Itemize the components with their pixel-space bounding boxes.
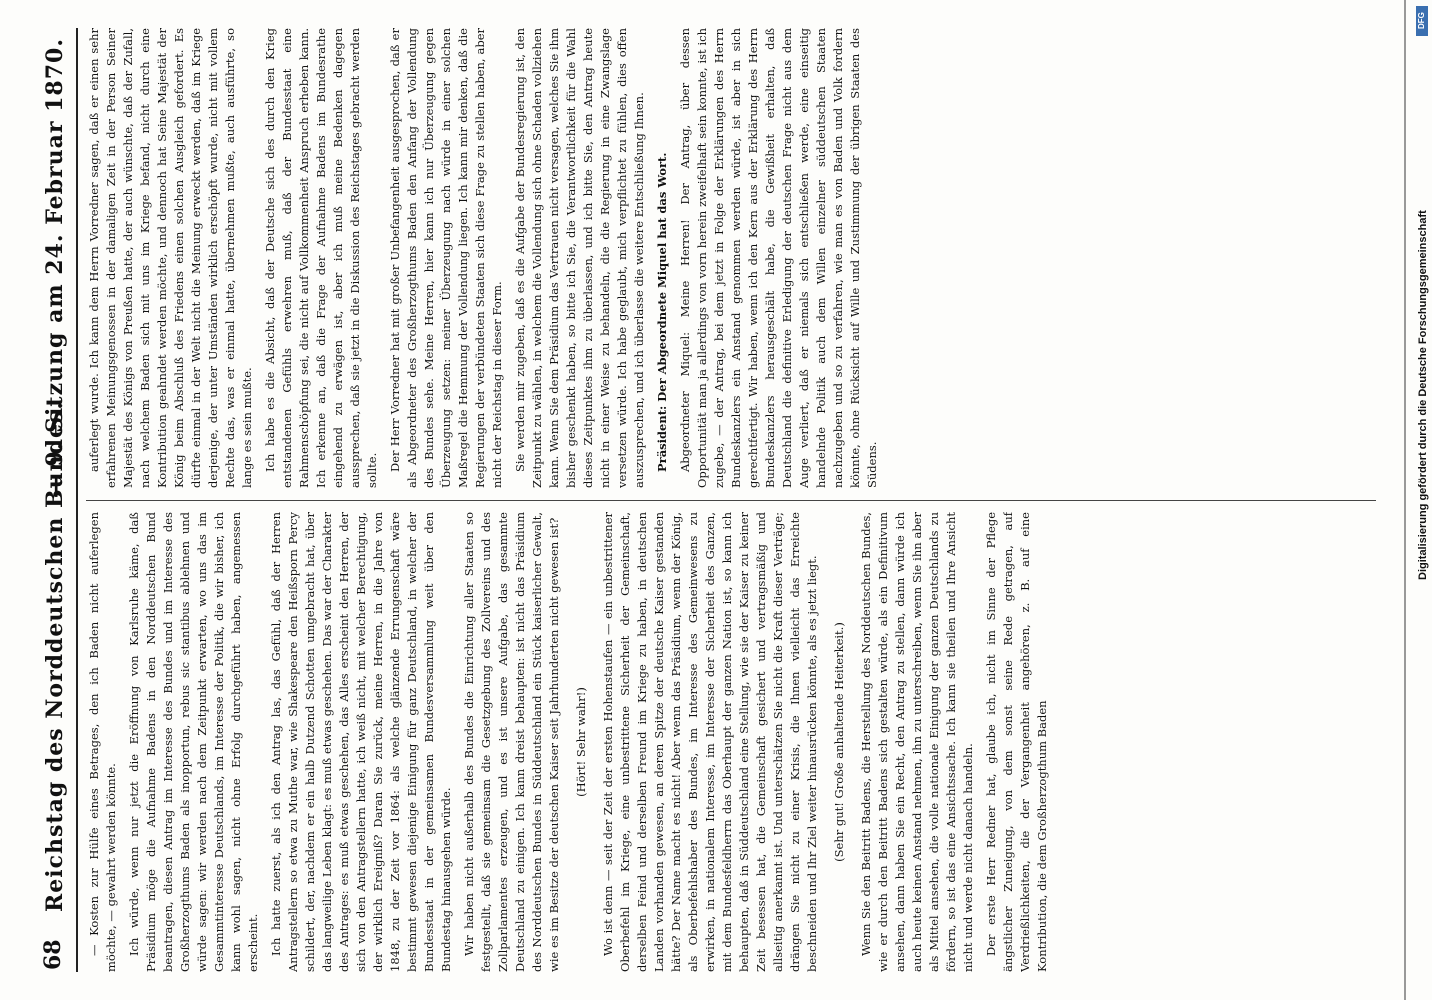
paragraph: Ich habe es die Absicht, daß der Deutsche sich des durch den Krieg entstandenen Gefühls erwehren muß, daß der Bundesstaat eine Rahmenschöpfung sei, die nicht auf Vollkommenheit Anspruch erheben kann. Ich erkenne an, daß die Frage der Aufnahme Badens im Bundesrathe eingehend zu erwägen ist, aber ich muß meine Bedenken dagegen aussprechen, daß sie jetzt in die Diskussion des Reichstages gebracht werden sollte. [263,28,379,488]
page-number: 68 [40,939,66,970]
paragraph: Sie werden mir zugeben, daß es die Aufgabe der Bundesregierung ist, den Zeitpunkt zu wählen, in welchem die Vollendung sich ohne Schaden vollziehen kann. Wenn Sie dem Präsidium das Vertrauen nicht versagen, welches Sie ihm bisher geschenkt haben, so bitte ich Sie, die Verantwortlichkeit für die Wahl dieses Zeitpunktes ihm zu überlassen, und ich bitte Sie, den Antrag heute nicht in einer Weise zu behandeln, die die Regierung in eine Zwangslage versetzen würde. Ich habe geglaubt, mich verpflichtet zu fühlen, dies offen auszusprechen, und ich überlasse die weitere Entschließung Ihnen. [513,28,646,488]
paragraph: Ich hatte zuerst, als ich den Antrag las, das Gefühl, daß der Herren Antragstellern so etwa zu Muthe war, wie Shakespeare den Heißsporn Percy schildert, der, nachdem er ein halb Dutzend Schotten umgebracht hat, über das langweilige Leben klagt: es muß etwas geschehen. Das war der Charakter des Antrages: es muß etwas geschehen, das Alles erscheint den Herren, der sich von den Antragstellern hatte, ich weiß nicht, mit welcher Berechtigung, der wirklich Ereigniß? Daran Sie zurück, meine Herren, in die Jahre von 1848, zu der Zeit vor 1864: als welche glänzende Errungenschaft wäre bestimmt gewesen diejenige Einigung für ganz Deutschland, in welcher der Bundesstaat in der gemeinsamen Bundesversammlung weit über den Bundestag hinausgehen würde. [269,512,453,972]
column-divider [86,500,1376,501]
paragraph: Der Herr Vorredner hat mit großer Unbefangenheit ausgesprochen, daß er als Abgeordneter des Großherzogthums Baden den Anfang der Vollendung des Bundes sehe. Meine Herren, hier kann ich nur Überzeugung gegen Überzeugung setzen: meiner Überzeugung nach würde in einer solchen Maßregel die Hemmung der Vollendung liegen. Ich kann mir denken, daß die Regierungen der verbündeten Staaten sich diese Frage zu stellen haben, aber nicht der Reichstag in dieser Form. [388,28,504,488]
page-header [40,28,78,972]
paragraph: Wo ist denn — seit der Zeit der ersten Hohenstaufen — ein unbestrittener Oberbefehl im Kriege, eine unbestrittene Sicherheit der Gemeinschaft, derselben Feind und derselben Freund im Kriege zu haben, in deutschen Landen vorhanden gewesen, an deren Spitze der deutsche Kaiser gestanden hätte? Der Name macht es nicht! Aber wenn das Präsidium, wenn der König, als Oberbefehlshaber des Bundes, im Interesse des Gemeinwesens zu erwirken, in nationalem Interesse, im Interesse der Sicherheit des Ganzen, mit dem Bundesfeldherrn das Oberhaupt der ganzen Nation ist, so kann ich behaupten, daß in Süddeutschland eine Stellung, wie sie der Kaiser zu keiner Zeit besessen hat, die Gemeinschaft gesichert und vertragsmäßig und allseitig anerkannt ist. Und unterschätzen Sie nicht die Kraft dieser Verträge; drängen Sie nicht zu einer Krisis, die Ihnen vielleicht das Erreichte beschneiden und Ihr Ziel weiter hinausrücken könnte, als es jetzt liegt. [601,512,819,972]
scan-edge [1404,0,1406,1000]
interjection: (Sehr gut! Große anhaltende Heiterkeit.) [832,622,846,862]
paragraph: Wenn Sie den Beitritt Badens, die Herstellung des Norddeutschen Bundes, wie er durch den Beitritt Badens sich gestalten würde, als ein Definitivum ansehen, dann haben Sie ein Recht, den Antrag zu stellen, dann würde ich auch heute keinen Anstand nehmen, ihn zu unterschreiben, wenn Sie ihn aber als Mittel ansehen, die volle nationale Einigung der ganzen Deutschlands zu fördern, so ist das eine Ansichtssache. Ich kann sie theilen und Ihre Ansicht nicht und werde nicht danach handeln. [859,512,975,972]
paragraph: Der erste Herr Redner hat, glaube ich, nicht im Sinne der Pflege ängstlicher Zuneigung, von dem sonst seine Rede getragen, auf Verdrießlichkeiten, die der Vergangenheit angehören, z. B. auf eine Kontribution, die dem Großherzogthum Baden [984,512,1049,972]
credit-text: Digitalisierung gefördert durch die Deutsche Forschungsgemeinschaft [1417,210,1429,580]
paragraph: Wir haben nicht außerhalb des Bundes die Einrichtung aller Staaten so festgestellt, daß sie gemeinsam die Gesetzgebung des Zollvereins und des Zollparlamentes erzeugen, und es ist unsere Aufgabe, das gesammte Deutschland zu einigen. Ich kann dreist behaupten: ist nicht das Präsidium des Norddeutschen Bundes in Süddeutschland ein Stück kaiserlicher Gewalt, wie es im Besitze der deutschen Kaiser seit Jahrhunderten nicht gewesen ist? [462,512,561,972]
paragraph: Ich würde, wenn nur jetzt die Eröffnung von Karlsruhe käme, daß Präsidium möge die Aufnahme Badens in den Norddeutschen Bund beantragen, diesen Antrag im Interesse des Bundes und im Interesse des Großherzogthums Baden als inopportun, rebus sic stantibus ablehnen und würde sagen: wir werden nach dem Zeitpunkt erwarten, wo uns das im Gesammtinteresse Deutschlands, im Interesse der Politik, die wir bisher, ich kann wohl sagen, nicht ohne Erfolg durchgeführt haben, angemessen erscheint. [127,512,260,972]
paragraph: Abgeordneter Miquel: Meine Herren! Der Antrag, über dessen Opportunität man ja allerdings von vorn herein zweifelhaft sein konnte, ist ich zugebe, — der Antrag, bei dem jetzt in Folge der Erklärungen des Herrn Bundeskanzlers ein Anstand genommen werden würde, ist aber in sich gerechtfertigt. Wir haben, wenn ich den Kern aus der Erklärung des Herrn Bundeskanzlers herausgeschält habe, die Gewißheit erhalten, daß Deutschland die definitive Erledigung der deutschen Frage nicht aus dem Auge verliert, daß er niemals sich entschließen werde, eine einseitig handelnde Politik auch dem Willen einzelner süddeutschen Staaten nachzugeben und so zu verfahren, wie man es von Baden und Volk fordern könnte, ohne Rücksicht auf Wille und Zustimmung der übrigen Staaten des Südens. [678,28,879,488]
running-title-right: — 9. Sitzung am 24. Februar 1870. [42,38,68,499]
left-column [86,512,1386,972]
dfg-logo-icon: DFG [1416,6,1428,36]
running-title-left: Reichstag des Norddeutschen Bundes. [42,400,68,912]
paragraph: — Kosten zur Hülfe eines Betrages, den ich Baden nicht auferlegen möchte, — gewahrt werden könnte. [87,512,118,972]
right-column [86,28,1386,488]
president-statement: Präsident: Der Abgeordnete Miquel hat das Wort. [655,152,669,472]
interjection: (Hört! Sehr wahr!) [574,687,588,797]
paragraph: auferlegt wurde. Ich kann dem Herrn Vorredner sagen, daß er einen sehr erfahrenen Meinungsgenossen in der damaligen Zeit in der Person Seiner Majestät des Königs von Preußen hatte, der auch wünschte, daß der Zufall, nach welchem Baden sich mit uns im Kriege befand, nicht durch eine Kontribution geahndet werden möchte, und dennoch hat Seine Majestät der König beim Abschluß des Friedens einen solchen Ausgleich gefordert. Es dürfte einmal in der Welt nicht die Meinung erweckt werden, daß im Kriege derjenige, der unter Umständen wirklich erschöpft wurde, nicht mit vollem Rechte das, was er einmal hatte, übernehmen mußte, auch ausführte, so lange es sein mußte. [87,28,254,488]
digitization-credit [1411,0,1432,1000]
